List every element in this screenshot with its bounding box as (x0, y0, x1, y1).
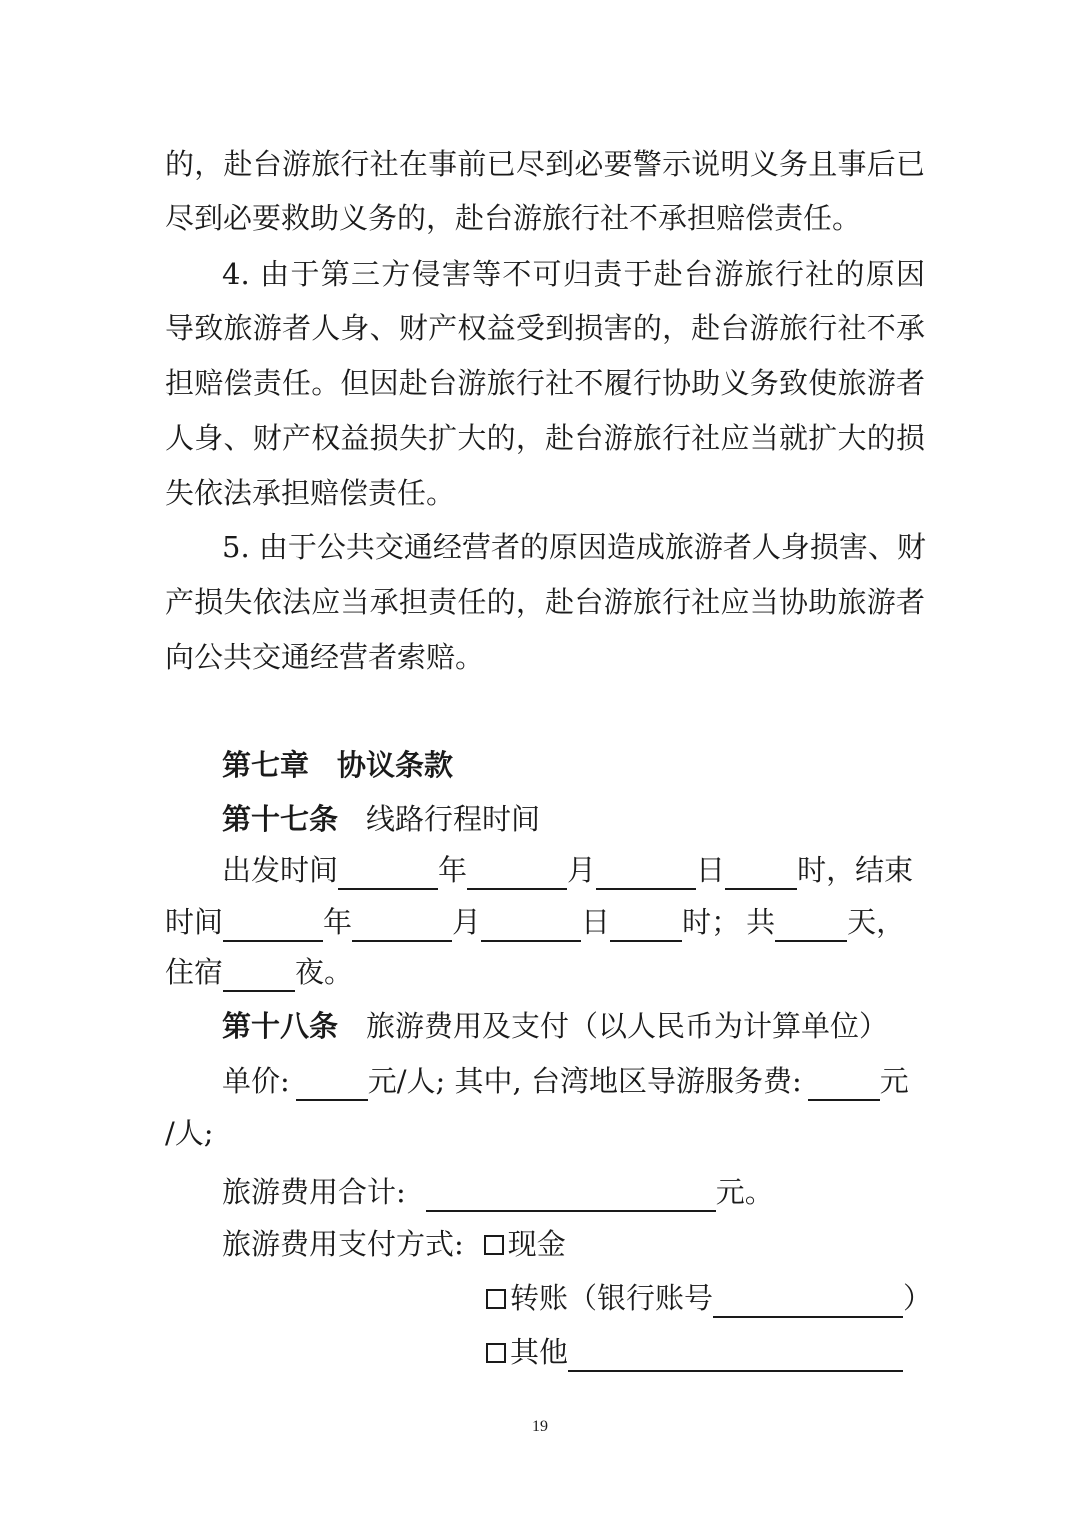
depart-month-blank[interactable] (467, 858, 567, 890)
page-number: 19 (532, 1418, 548, 1435)
label: 单价: (222, 1064, 290, 1098)
depart-day-blank[interactable] (596, 858, 696, 890)
other-checkbox[interactable] (486, 1343, 506, 1363)
body-line: 担赔偿责任。但因赴台游旅行社不履行协助义务致使旅游者 (165, 366, 925, 400)
unit-price-line-cont: /人; (165, 1116, 214, 1150)
cash-checkbox[interactable] (484, 1235, 504, 1255)
label: 月 (567, 853, 597, 887)
body-line: 向公共交通经营者索赔。 (165, 640, 485, 674)
label: 转账（银行账号 (510, 1281, 714, 1315)
label: 旅游费用合计: (222, 1175, 406, 1209)
label: 出发时间 (222, 853, 339, 887)
body-line: 人身、财产权益损失扩大的，赴台游旅行社应当就扩大的损 (165, 421, 925, 455)
nights-line (165, 952, 925, 992)
label: ） (903, 1281, 933, 1315)
label: 旅游费用支付方式: (222, 1227, 464, 1261)
other-method-blank[interactable] (568, 1340, 903, 1372)
departure-line (222, 850, 925, 890)
article-18-heading (222, 1006, 925, 1046)
chapter-title: 协议条款 (337, 748, 454, 782)
label: 天， (847, 905, 906, 939)
label: 元/人; 其中, 台湾地区导游服务费: (367, 1064, 802, 1098)
chapter-number: 第七章 (222, 748, 310, 782)
body-line: 5. 由于公共交通经营者的原因造成旅游者人身损害、财 (222, 530, 926, 564)
transfer-checkbox[interactable] (486, 1289, 506, 1309)
body-line: 的，赴台游旅行社在事前已尽到必要警示说明义务且事后已 (165, 147, 925, 181)
article-17-heading (222, 799, 925, 839)
article-number: 第十七条 (222, 802, 339, 836)
label: 其他 (510, 1335, 569, 1369)
label: 元 (879, 1064, 909, 1098)
end-month-blank[interactable] (352, 910, 452, 942)
nights-blank[interactable] (223, 960, 295, 992)
total-fee-blank[interactable] (426, 1180, 716, 1212)
body-line: 尽到必要救助义务的，赴台游旅行社不承担赔偿责任。 (165, 201, 862, 235)
depart-year-blank[interactable] (338, 858, 438, 890)
guide-fee-blank[interactable] (808, 1069, 880, 1101)
body-line: 4. 由于第三方侵害等不可归责于赴台游旅行社的原因 (222, 257, 925, 291)
chapter-heading (222, 745, 925, 785)
label: 月 (452, 905, 482, 939)
label: 现金 (507, 1227, 566, 1261)
body-line: 产损失依法应当承担责任的，赴台游旅行社应当协助旅游者 (165, 585, 925, 619)
article-number: 第十八条 (222, 1009, 339, 1043)
depart-hour-blank[interactable] (725, 858, 797, 890)
label: 年 (438, 853, 468, 887)
label: 共 (746, 905, 776, 939)
unit-price-line (222, 1061, 925, 1101)
body-line: 导致旅游者人身、财产权益受到损害的，赴台游旅行社不承 (165, 311, 925, 345)
total-fee-line (222, 1172, 925, 1212)
article-title: 旅游费用及支付（以人民币为计算单位） (366, 1009, 889, 1043)
total-days-blank[interactable] (775, 910, 847, 942)
unit-price-blank[interactable] (296, 1069, 368, 1101)
article-title: 线路行程时间 (366, 802, 541, 836)
body-line: 失依法承担赔偿责任。 (165, 476, 456, 510)
end-day-blank[interactable] (481, 910, 581, 942)
label: 时； (682, 905, 741, 939)
label: 日 (581, 905, 611, 939)
label: 时，结束 (797, 853, 914, 887)
label: 元。 (715, 1175, 774, 1209)
other-option-line (486, 1332, 926, 1372)
bank-account-blank[interactable] (713, 1286, 903, 1318)
transfer-option-line (486, 1278, 933, 1318)
label: 时间 (165, 905, 224, 939)
payment-method-line (222, 1224, 925, 1264)
label: 年 (323, 905, 353, 939)
end-hour-blank[interactable] (610, 910, 682, 942)
label: 日 (696, 853, 726, 887)
label: 夜。 (295, 955, 354, 989)
end-year-blank[interactable] (223, 910, 323, 942)
label: 住宿 (165, 955, 224, 989)
end-time-line (165, 902, 925, 942)
